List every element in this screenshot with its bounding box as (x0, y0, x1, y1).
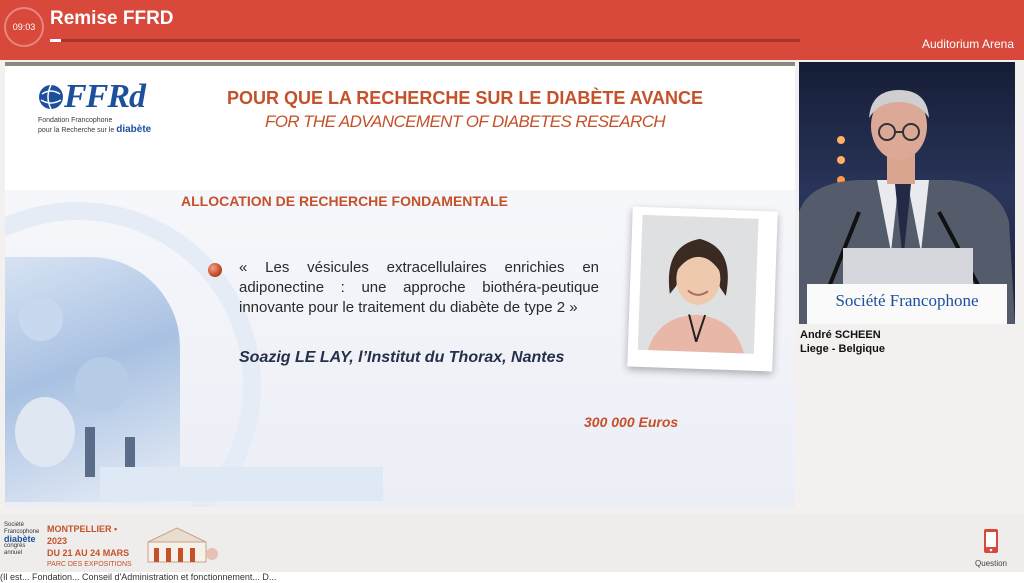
ticker-strip: (Il est... Fondation... Conseil d'Administration et fonctionnement... D... (0, 572, 1024, 583)
lab-photo (5, 257, 180, 502)
allocation-heading: ALLOCATION DE RECHERCHE FONDAMENTALE (181, 193, 508, 209)
podium-text: Société Francophone (835, 291, 979, 310)
room-label: Auditorium Arena (921, 37, 1014, 51)
slide-title-fr: POUR QUE LA RECHERCHE SUR LE DIABÈTE AVANCE (226, 88, 704, 108)
session-title: Remise FFRD (50, 8, 174, 29)
footer-logo: Société Francophone diabète congrès annuel (4, 522, 40, 556)
grant-amount: 300 000 Euros (584, 414, 679, 430)
slide-top-bar (5, 62, 795, 66)
question-button[interactable] (969, 528, 1013, 568)
venue-illustration (140, 520, 224, 568)
recipient-photo (627, 207, 777, 372)
bullet-icon (208, 263, 222, 277)
progress-fill (50, 39, 61, 42)
logo-subtitle: Fondation Francophone pour la Recherche sur le diabète (38, 117, 152, 135)
speaker-location: Liege - Belgique (800, 343, 885, 355)
timer-badge: 09:03 (4, 7, 44, 47)
project-description: « Les vésicules extracellulaires enrichies en adiponectine : une approche biothéra-peutique innovante pour le traitement du diabète de type 2 » (239, 259, 599, 316)
presentation-slide (5, 62, 795, 507)
lab-photo-bar (100, 467, 383, 501)
slide-title-en: FOR THE ADVANCEMENT OF DIABETES RESEARCH (264, 112, 666, 131)
speaker-name: André SCHEEN (800, 329, 881, 341)
recipient-name: Soazig LE LAY, l’Institut du Thorax, Nantes (239, 349, 565, 366)
logo-mark: FFRd (38, 78, 173, 116)
speaker-video (799, 62, 1015, 324)
phone-icon (983, 528, 999, 554)
footer-event-info: MONTPELLIER • 2023 DU 21 AU 24 MARS PARC DES EXPOSITIONS (47, 524, 132, 568)
playback-progress[interactable] (50, 39, 800, 42)
question-label: Question (974, 559, 1008, 568)
speaker-caption (800, 328, 885, 356)
header-bar (0, 0, 1024, 60)
